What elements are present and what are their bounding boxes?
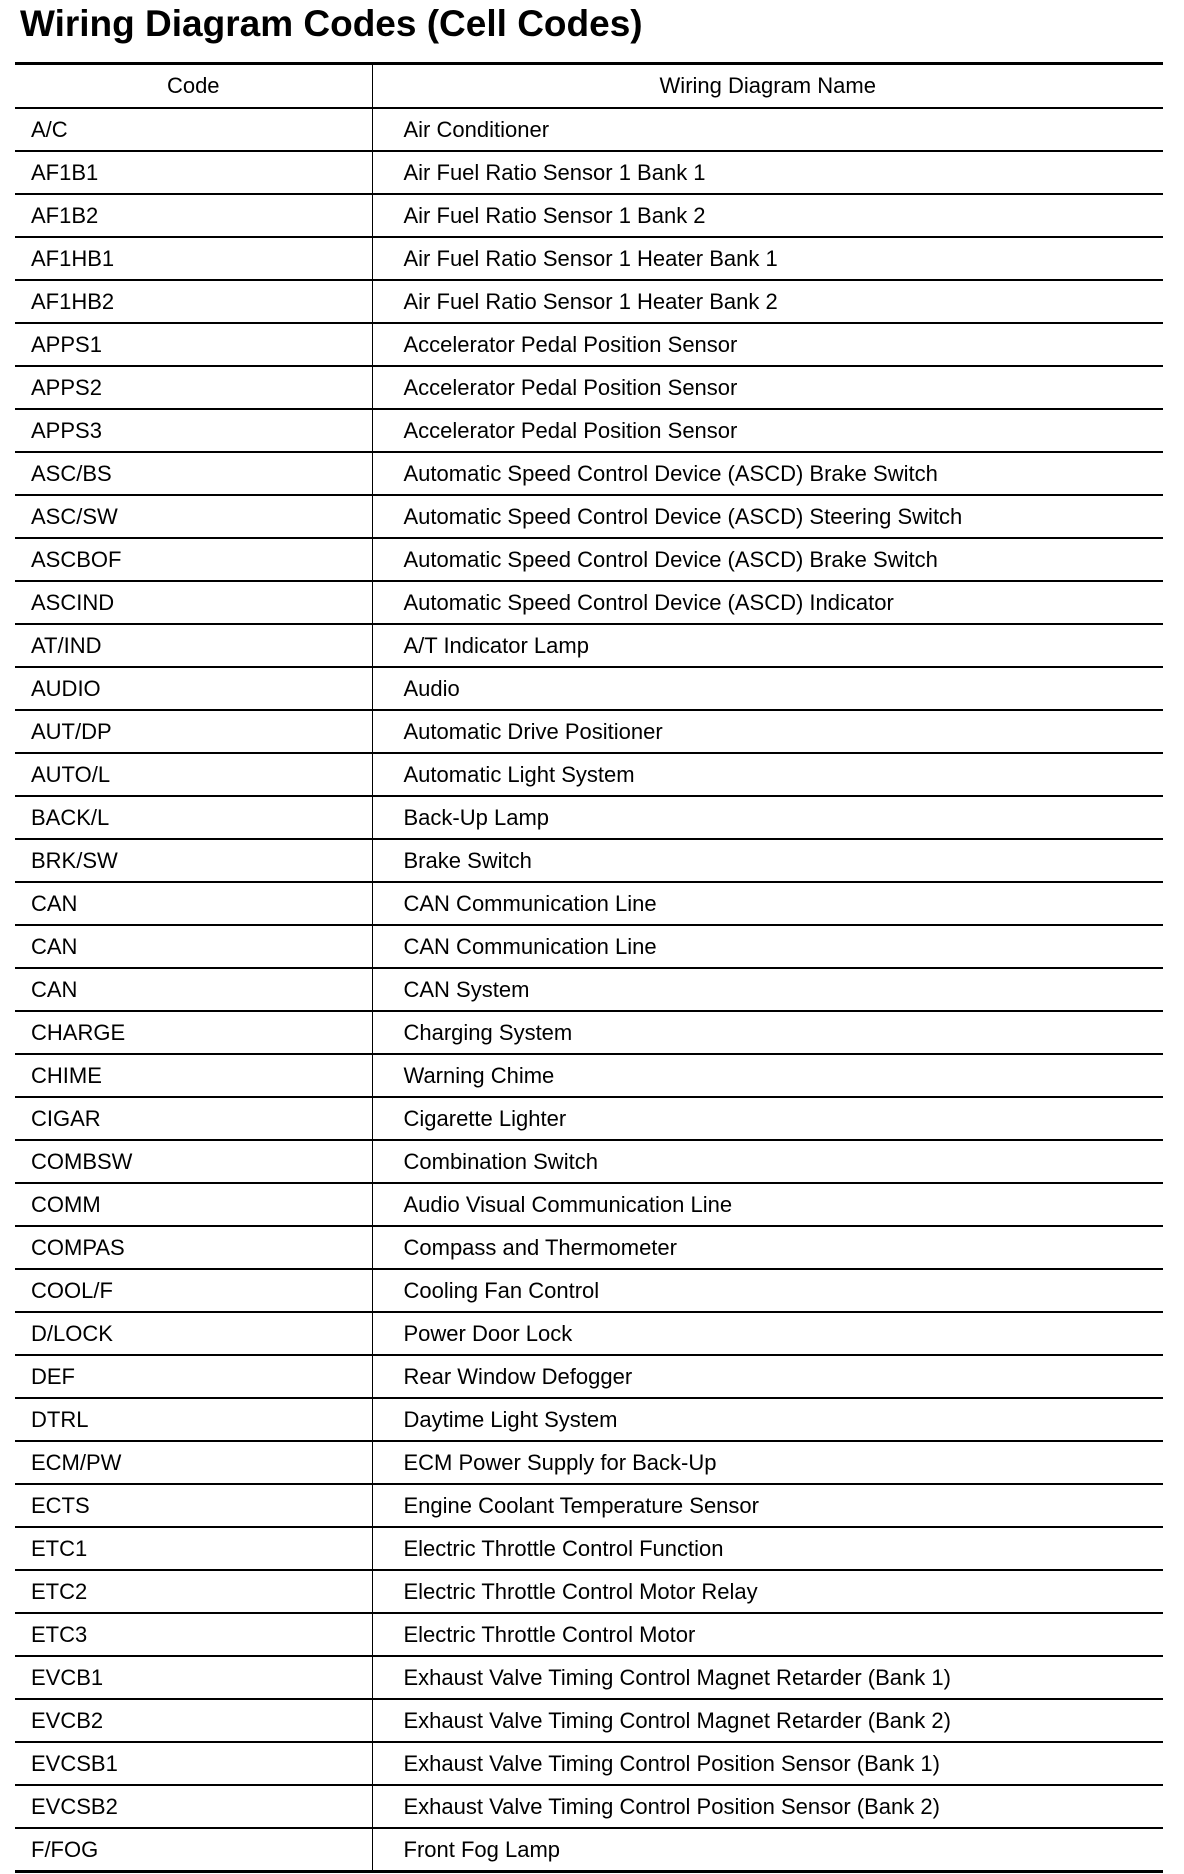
cell-code: EVCSB1 — [15, 1742, 372, 1785]
table-row — [15, 108, 1163, 151]
table-row — [15, 194, 1163, 237]
table-body — [15, 108, 1163, 1872]
cell-code: EVCSB2 — [15, 1785, 372, 1828]
table-row — [15, 538, 1163, 581]
cell-diagram-name: Brake Switch — [372, 839, 1163, 882]
table-row — [15, 1699, 1163, 1742]
cell-code: COOL/F — [15, 1269, 372, 1312]
cell-code: AF1HB1 — [15, 237, 372, 280]
cell-diagram-name: Engine Coolant Temperature Sensor — [372, 1484, 1163, 1527]
cell-code: AUDIO — [15, 667, 372, 710]
table-row — [15, 1484, 1163, 1527]
table-row — [15, 1656, 1163, 1699]
cell-code: AF1B2 — [15, 194, 372, 237]
cell-code: AF1HB2 — [15, 280, 372, 323]
cell-diagram-name: Air Fuel Ratio Sensor 1 Bank 1 — [372, 151, 1163, 194]
cell-diagram-name: CAN Communication Line — [372, 925, 1163, 968]
table-row — [15, 581, 1163, 624]
cell-diagram-name: Rear Window Defogger — [372, 1355, 1163, 1398]
cell-diagram-name: Exhaust Valve Timing Control Magnet Retarder (Bank 1) — [372, 1656, 1163, 1699]
cell-diagram-name: ECM Power Supply for Back-Up — [372, 1441, 1163, 1484]
cell-code: APPS3 — [15, 409, 372, 452]
table-row — [15, 624, 1163, 667]
table-row — [15, 753, 1163, 796]
table-row — [15, 796, 1163, 839]
cell-diagram-name: Audio Visual Communication Line — [372, 1183, 1163, 1226]
cell-diagram-name: Exhaust Valve Timing Control Position Sensor (Bank 2) — [372, 1785, 1163, 1828]
table-row — [15, 1527, 1163, 1570]
table-row — [15, 280, 1163, 323]
table-row — [15, 1312, 1163, 1355]
table-header — [15, 64, 1163, 109]
cell-diagram-name: Automatic Speed Control Device (ASCD) Steering Switch — [372, 495, 1163, 538]
cell-code: AT/IND — [15, 624, 372, 667]
cell-code: ASCIND — [15, 581, 372, 624]
cell-code: AF1B1 — [15, 151, 372, 194]
table-row — [15, 1355, 1163, 1398]
table-row — [15, 667, 1163, 710]
cell-diagram-name: Back-Up Lamp — [372, 796, 1163, 839]
cell-code: BRK/SW — [15, 839, 372, 882]
cell-diagram-name: Exhaust Valve Timing Control Magnet Retarder (Bank 2) — [372, 1699, 1163, 1742]
cell-diagram-name: Accelerator Pedal Position Sensor — [372, 409, 1163, 452]
cell-code: BACK/L — [15, 796, 372, 839]
cell-diagram-name: Accelerator Pedal Position Sensor — [372, 323, 1163, 366]
cell-code: CIGAR — [15, 1097, 372, 1140]
cell-code: AUT/DP — [15, 710, 372, 753]
table-row — [15, 1742, 1163, 1785]
table-row — [15, 882, 1163, 925]
cell-diagram-name: Automatic Speed Control Device (ASCD) Brake Switch — [372, 538, 1163, 581]
cell-code: ASC/SW — [15, 495, 372, 538]
cell-code: ASCBOF — [15, 538, 372, 581]
table-row — [15, 1011, 1163, 1054]
cell-diagram-name: Warning Chime — [372, 1054, 1163, 1097]
cell-code: D/LOCK — [15, 1312, 372, 1355]
cell-diagram-name: Air Fuel Ratio Sensor 1 Heater Bank 1 — [372, 237, 1163, 280]
column-header-name: Wiring Diagram Name — [372, 64, 1163, 109]
cell-code: CHIME — [15, 1054, 372, 1097]
table-row — [15, 839, 1163, 882]
cell-diagram-name: Automatic Speed Control Device (ASCD) Brake Switch — [372, 452, 1163, 495]
table-row — [15, 237, 1163, 280]
table-row — [15, 452, 1163, 495]
cell-code: ASC/BS — [15, 452, 372, 495]
table-row — [15, 1097, 1163, 1140]
cell-diagram-name: Daytime Light System — [372, 1398, 1163, 1441]
table-row — [15, 495, 1163, 538]
page-title: Wiring Diagram Codes (Cell Codes) — [20, 3, 643, 44]
cell-diagram-name: Charging System — [372, 1011, 1163, 1054]
table-row — [15, 925, 1163, 968]
cell-code: DEF — [15, 1355, 372, 1398]
table-row — [15, 1441, 1163, 1484]
cell-code: CHARGE — [15, 1011, 372, 1054]
cell-code: APPS1 — [15, 323, 372, 366]
cell-diagram-name: Electric Throttle Control Function — [372, 1527, 1163, 1570]
cell-diagram-name: Electric Throttle Control Motor — [372, 1613, 1163, 1656]
wiring-codes-table — [15, 62, 1163, 1873]
cell-code: CAN — [15, 882, 372, 925]
cell-code: EVCB1 — [15, 1656, 372, 1699]
cell-diagram-name: Automatic Light System — [372, 753, 1163, 796]
cell-diagram-name: Power Door Lock — [372, 1312, 1163, 1355]
cell-diagram-name: CAN Communication Line — [372, 882, 1163, 925]
cell-diagram-name: Air Fuel Ratio Sensor 1 Bank 2 — [372, 194, 1163, 237]
cell-code: AUTO/L — [15, 753, 372, 796]
cell-diagram-name: Audio — [372, 667, 1163, 710]
cell-diagram-name: Cigarette Lighter — [372, 1097, 1163, 1140]
cell-code: COMPAS — [15, 1226, 372, 1269]
table-row — [15, 1570, 1163, 1613]
cell-code: A/C — [15, 108, 372, 151]
table-row — [15, 1226, 1163, 1269]
cell-diagram-name: A/T Indicator Lamp — [372, 624, 1163, 667]
cell-diagram-name: Accelerator Pedal Position Sensor — [372, 366, 1163, 409]
cell-code: ETC2 — [15, 1570, 372, 1613]
cell-code: F/FOG — [15, 1828, 372, 1872]
table-row — [15, 1613, 1163, 1656]
table-row — [15, 1054, 1163, 1097]
table-row — [15, 710, 1163, 753]
cell-code: ECTS — [15, 1484, 372, 1527]
cell-diagram-name: Automatic Drive Positioner — [372, 710, 1163, 753]
cell-code: COMBSW — [15, 1140, 372, 1183]
cell-diagram-name: Front Fog Lamp — [372, 1828, 1163, 1872]
table-row — [15, 1183, 1163, 1226]
cell-diagram-name: CAN System — [372, 968, 1163, 1011]
table-row — [15, 1269, 1163, 1312]
table-row — [15, 1785, 1163, 1828]
table-row — [15, 366, 1163, 409]
cell-diagram-name: Electric Throttle Control Motor Relay — [372, 1570, 1163, 1613]
table-row — [15, 409, 1163, 452]
table-row — [15, 151, 1163, 194]
cell-code: COMM — [15, 1183, 372, 1226]
cell-code: ETC1 — [15, 1527, 372, 1570]
cell-code: CAN — [15, 968, 372, 1011]
cell-diagram-name: Air Fuel Ratio Sensor 1 Heater Bank 2 — [372, 280, 1163, 323]
cell-diagram-name: Air Conditioner — [372, 108, 1163, 151]
table-row — [15, 968, 1163, 1011]
header-row — [15, 64, 1163, 109]
cell-code: APPS2 — [15, 366, 372, 409]
cell-code: ETC3 — [15, 1613, 372, 1656]
column-header-code: Code — [15, 64, 372, 109]
cell-diagram-name: Automatic Speed Control Device (ASCD) Indicator — [372, 581, 1163, 624]
table-row — [15, 1398, 1163, 1441]
cell-diagram-name: Cooling Fan Control — [372, 1269, 1163, 1312]
codes-table-container — [15, 62, 1163, 1873]
cell-code: EVCB2 — [15, 1699, 372, 1742]
cell-code: DTRL — [15, 1398, 372, 1441]
cell-code: CAN — [15, 925, 372, 968]
table-row — [15, 323, 1163, 366]
cell-diagram-name: Compass and Thermometer — [372, 1226, 1163, 1269]
table-row — [15, 1140, 1163, 1183]
cell-diagram-name: Exhaust Valve Timing Control Position Sensor (Bank 1) — [372, 1742, 1163, 1785]
cell-code: ECM/PW — [15, 1441, 372, 1484]
cell-diagram-name: Combination Switch — [372, 1140, 1163, 1183]
table-row — [15, 1828, 1163, 1872]
